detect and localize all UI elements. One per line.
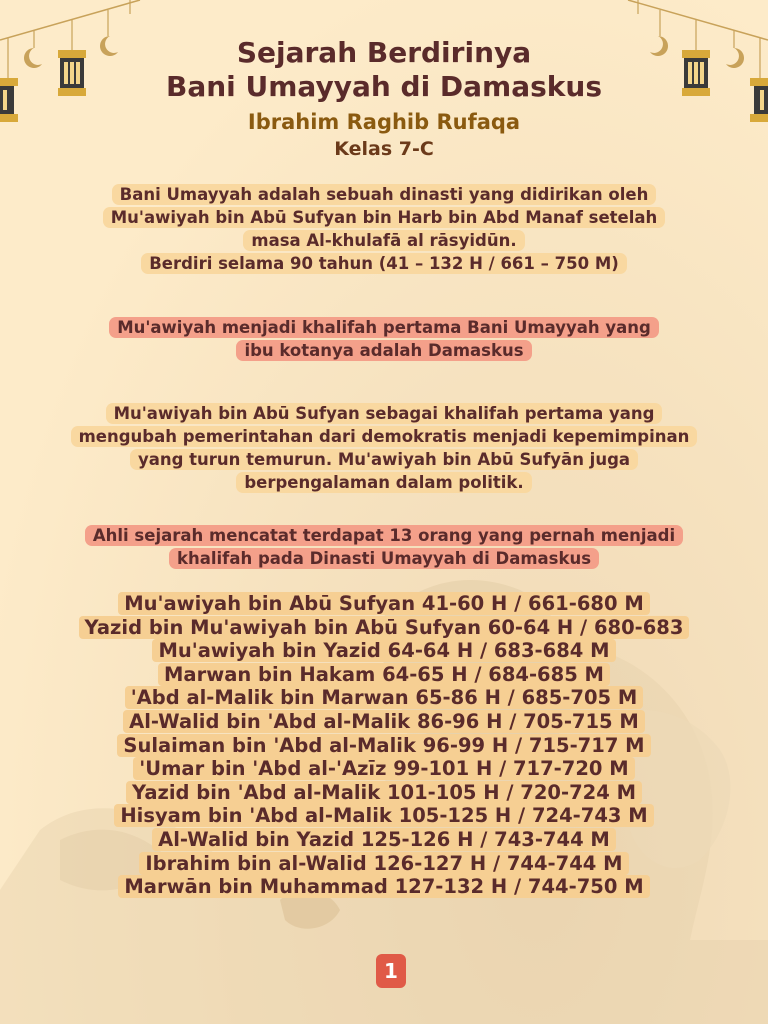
list-item [0,663,768,687]
list-item [0,757,768,781]
caliph-entry: Ibrahim bin al-Walid 126-127 H / 744-744 M [139,852,628,875]
page-title-line2: Bani Umayyah di Damaskus [165,70,603,103]
historians-line: khalifah pada Dinasti Umayyah di Damaskus [169,548,599,569]
government-line: berpengalaman dalam politik. [236,472,531,493]
list-item [0,804,768,828]
list-item [0,710,768,734]
author-name: Ibrahim Raghib Rufaqa [247,110,521,134]
caliph-entry: Mu'awiyah bin Abū Sufyan 41-60 H / 661-680 M [118,592,650,615]
caliph-entry: Yazid bin 'Abd al-Malik 101-105 H / 720-724 M [126,781,642,804]
historians-paragraph [0,524,768,570]
caliph-entry: 'Umar bin 'Abd al-'Azīz 99-101 H / 717-720 M [133,757,634,780]
caliph-entry: Hisyam bin 'Abd al-Malik 105-125 H / 724-743 M [114,804,653,827]
list-item [0,875,768,899]
page-number-badge: 1 [376,954,406,988]
government-change-paragraph [0,402,768,494]
list-item [0,616,768,640]
list-item [0,852,768,876]
class-label: Kelas 7-C [334,138,434,160]
caliph-entry: Marwān bin Muhammad 127-132 H / 744-750 M [118,875,649,898]
government-line: Mu'awiyah bin Abū Sufyan sebagai khalifah pertama yang [106,403,663,424]
list-item [0,828,768,852]
intro-line: masa Al-khulafā al rāsyidūn. [243,230,524,251]
first-caliph-line: ibu kotanya adalah Damaskus [236,340,531,361]
intro-line: Mu'awiyah bin Abū Sufyan bin Harb bin Abd Manaf setelah [103,207,666,228]
list-item [0,592,768,616]
intro-paragraph [0,183,768,275]
first-caliph-paragraph [0,316,768,362]
historians-line: Ahli sejarah mencatat terdapat 13 orang yang pernah menjadi [85,525,683,546]
caliph-entry: 'Abd al-Malik bin Marwan 65-86 H / 685-705 M [125,686,644,709]
page-title-line1: Sejarah Berdirinya [236,36,532,69]
government-line: mengubah pemerintahan dari demokratis menjadi kepemimpinan [71,426,698,447]
list-item [0,734,768,758]
list-item [0,781,768,805]
intro-line: Berdiri selama 90 tahun (41 – 132 H / 661 – 750 M) [141,253,627,274]
caliph-entry: Yazid bin Mu'awiyah bin Abū Sufyan 60-64 H / 680-683 [79,616,690,639]
caliph-list [0,592,768,899]
caliph-entry: Al-Walid bin Yazid 125-126 H / 743-744 M [152,828,616,851]
caliph-entry: Al-Walid bin 'Abd al-Malik 86-96 H / 705-715 M [123,710,645,733]
list-item [0,639,768,663]
first-caliph-line: Mu'awiyah menjadi khalifah pertama Bani Umayyah yang [109,317,659,338]
caliph-entry: Sulaiman bin 'Abd al-Malik 96-99 H / 715-717 M [117,734,650,757]
caliph-entry: Mu'awiyah bin Yazid 64-64 H / 683-684 M [152,639,615,662]
caliph-entry: Marwan bin Hakam 64-65 H / 684-685 M [158,663,610,686]
intro-line: Bani Umayyah adalah sebuah dinasti yang didirikan oleh [112,184,657,205]
list-item [0,686,768,710]
government-line: yang turun temurun. Mu'awiyah bin Abū Sufyān juga [130,449,638,470]
